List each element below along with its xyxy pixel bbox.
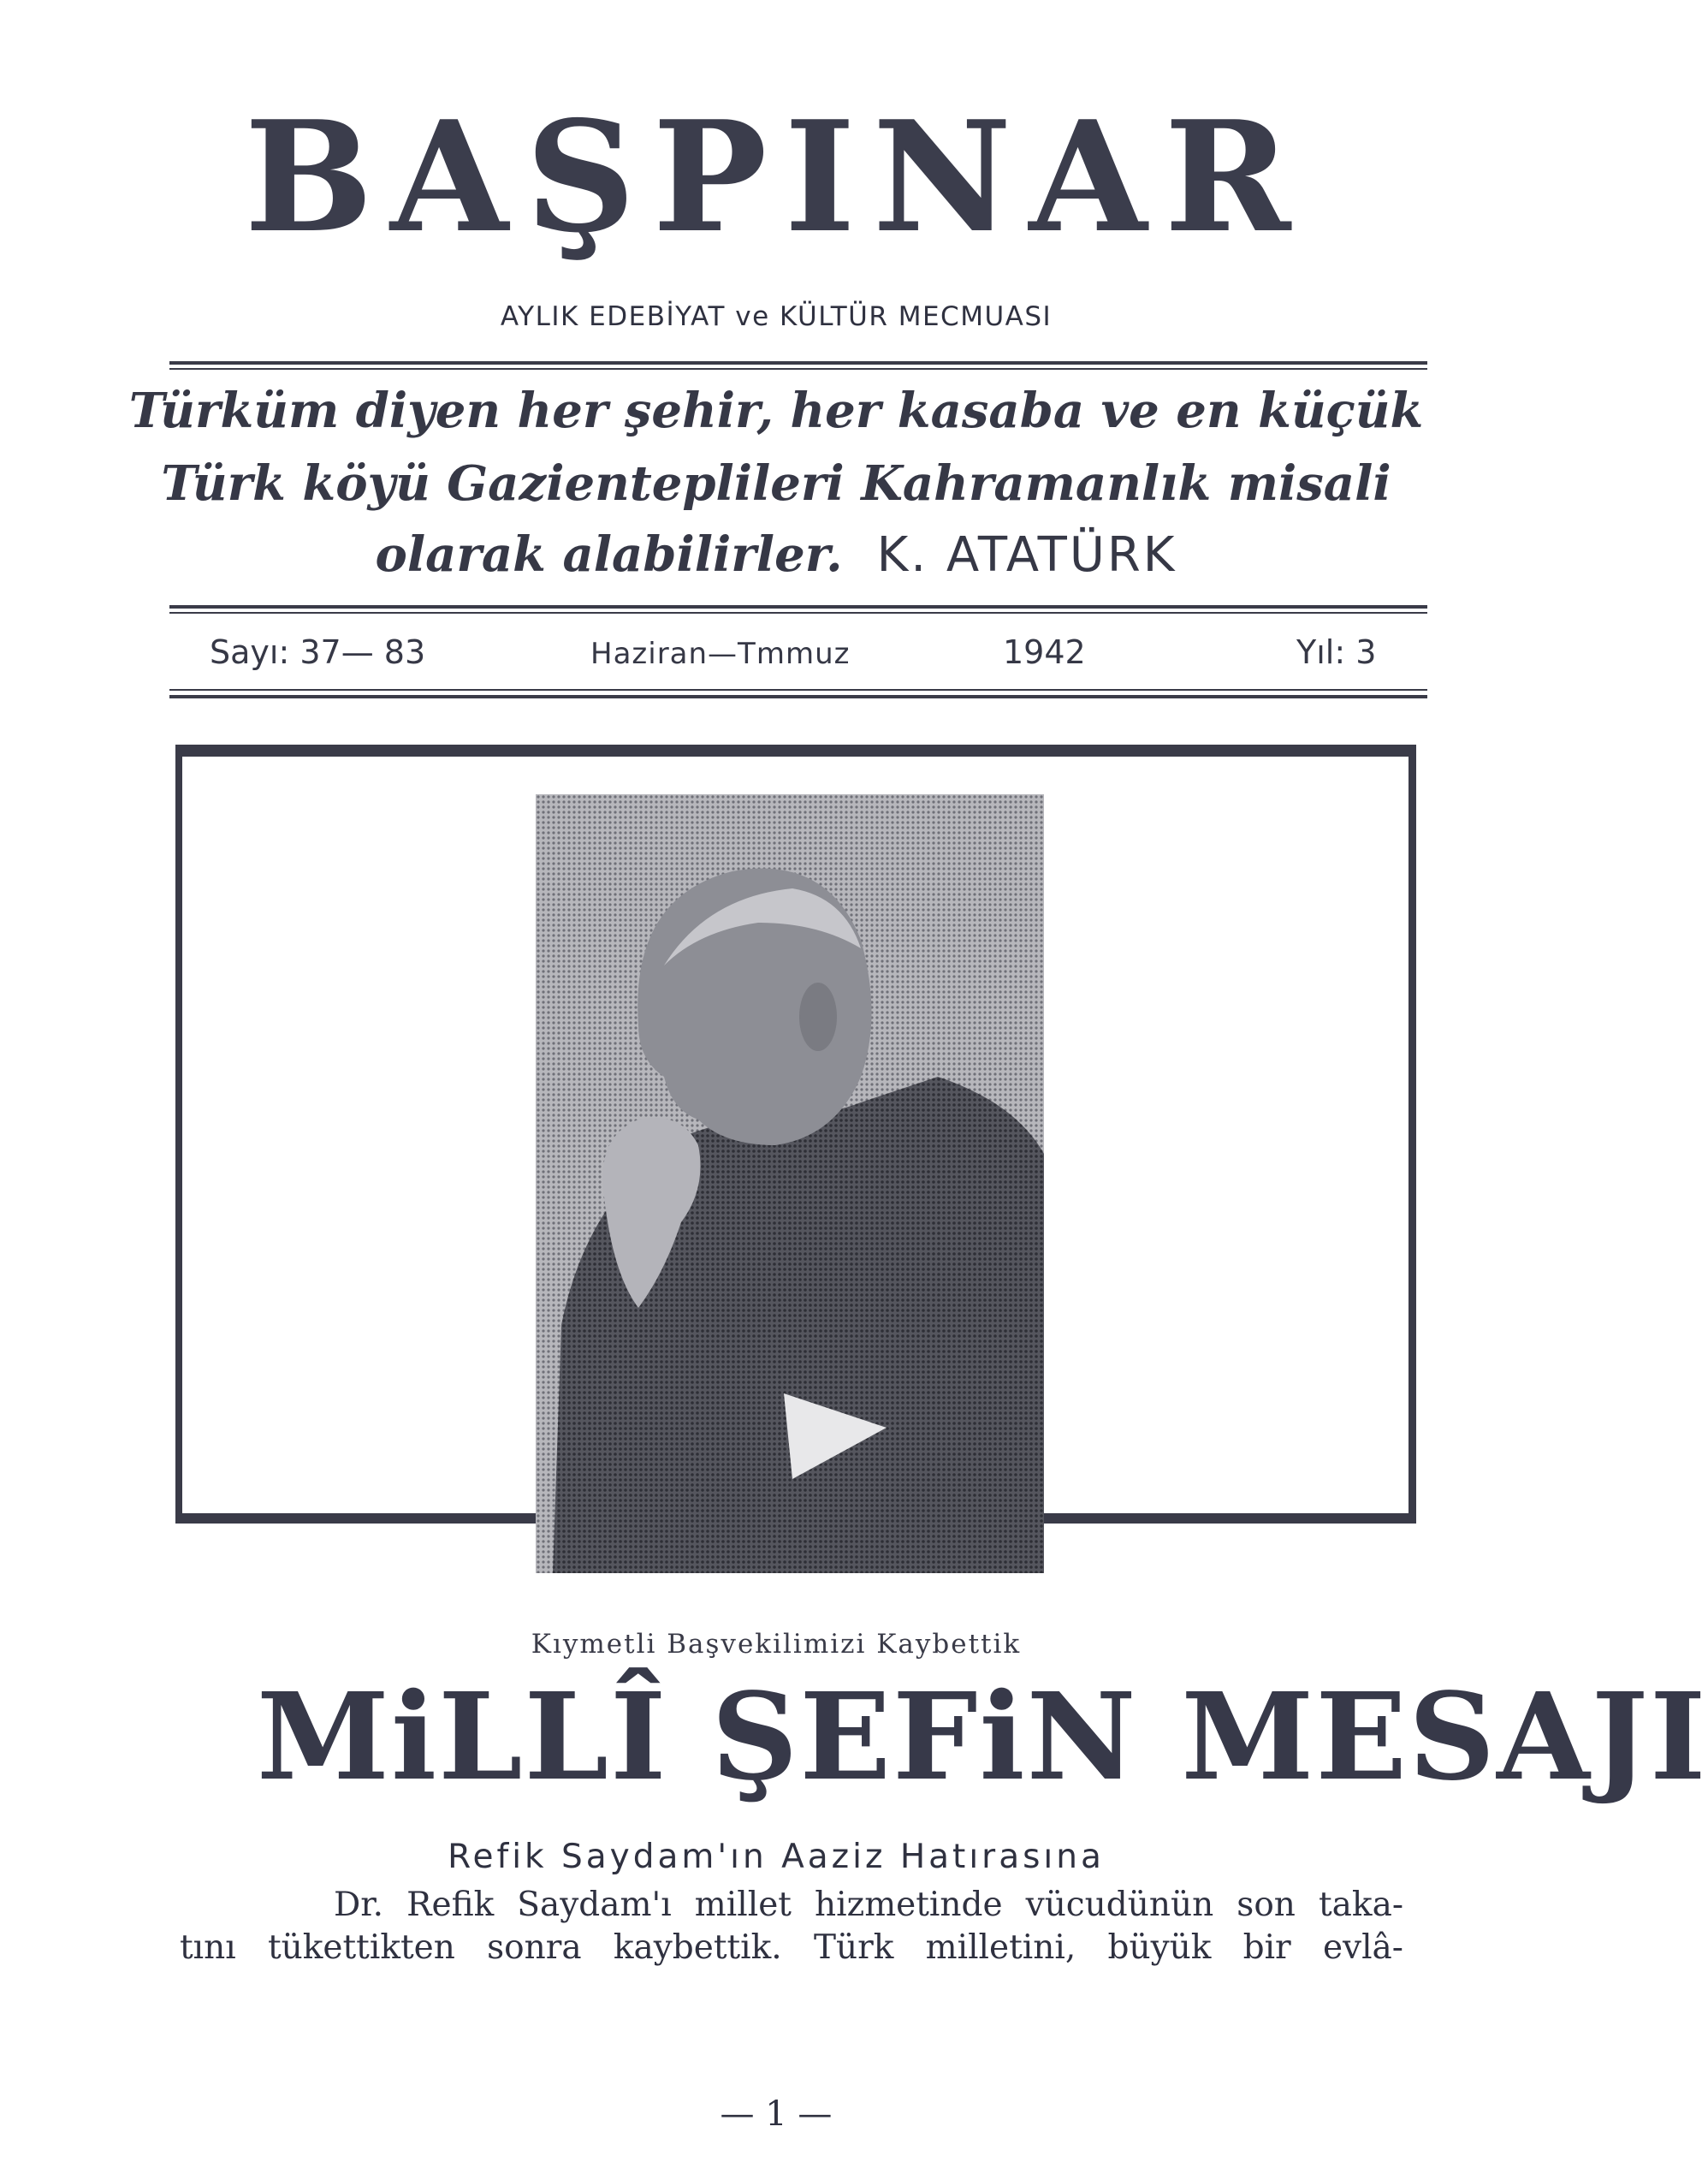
article-body-line: tını tükettikten sonra kaybettik. Türk milletini, büyük bir evlâ- [180,1928,1403,1967]
divider [169,361,1427,365]
divider [169,368,1427,370]
issue-months: Haziran—Tmmuz [590,637,851,671]
article-kicker: Kıymetli Başvekilimizi Kaybettik [531,1629,1022,1660]
issue-number: Sayı: 37— 83 [210,633,426,671]
quote-line: Türk köyü Gazienteplileri Kahramanlık misali [161,455,1391,512]
quote-line: Türküm diyen her şehir, her kasaba ve en küçük [128,383,1424,439]
article-body-line: Dr. Refik Saydam'ı millet hizmetinde vücudünün son taka- [334,1886,1403,1924]
article-subheading: Refik Saydam'ın Aaziz Hatırasına [448,1838,1105,1876]
divider [169,695,1427,698]
issue-year: 1942 [1003,633,1086,671]
frame-inner-line [1409,753,1412,1515]
portrait-illustration [536,794,1044,1573]
article-headline: MiLLÎ ŞEFiN MESAJI [257,1667,1708,1808]
page-number: — 1 — [720,2094,833,2134]
issue-volume: Yıl: 3 [1296,633,1377,671]
portrait-photo [536,794,1044,1573]
quote-author: K. ATATÜRK [876,527,1177,583]
masthead-title: BAŞPINAR [244,87,1308,266]
divider [169,612,1427,614]
divider [169,689,1427,691]
masthead-subtitle: AYLIK EDEBİYAT ve KÜLTÜR MECMUASI [500,301,1053,332]
divider [169,605,1427,609]
quote-line: olarak alabilirler. [375,526,843,583]
quote-last-line [0,526,1552,583]
